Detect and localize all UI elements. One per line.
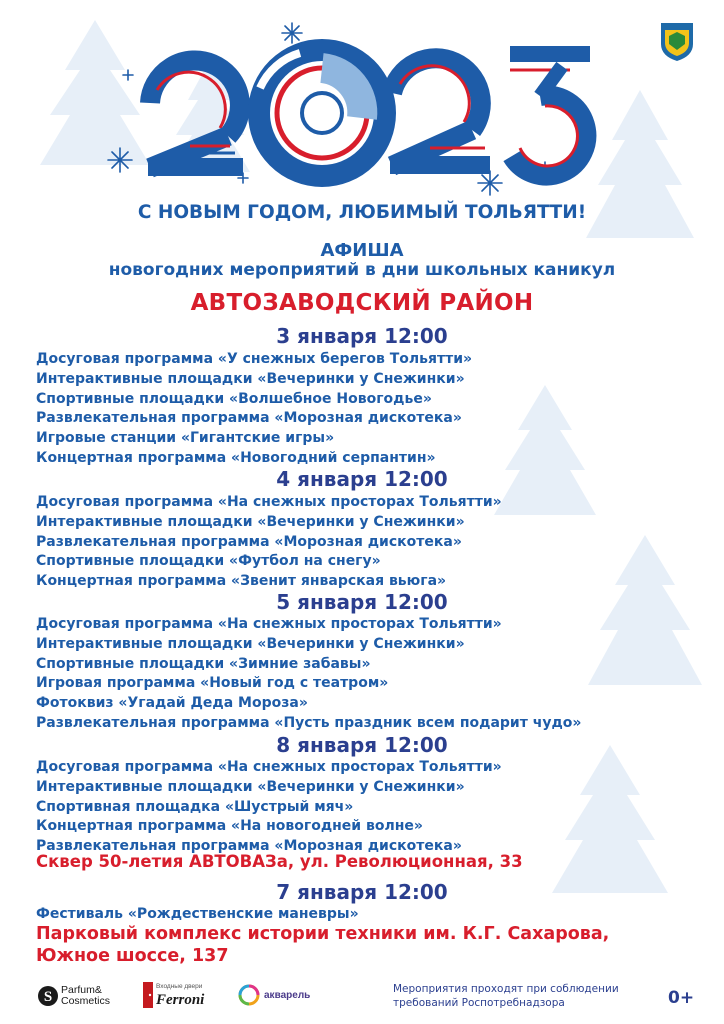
sponsor-logo-akvarel [238,984,310,1006]
door-icon [143,982,153,1008]
event-item: Интерактивные площадки «Вечеринки у Снежинки» [36,513,465,530]
akvarel-logo-icon [238,984,260,1006]
date-heading: 3 января 12:00 [276,324,448,348]
digit-2 [390,58,490,174]
date-heading: 4 января 12:00 [276,467,448,491]
sponsor-logo-ferroni [143,982,204,1008]
event-item: Спортивные площадки «Волшебное Новогодье» [36,390,432,407]
event-item: Досуговая программа «На снежных просторах Тольятти» [36,759,502,775]
parfum-s-icon [38,985,58,1007]
afisha-subtitle: новогодних мероприятий в дни школьных каникул [108,260,616,280]
digit-2 [148,60,243,176]
event-item: Развлекательная программа «Морозная дискотека» [36,410,462,427]
note-line2: требований Роспотребнадзора [393,997,565,1009]
date-heading: 5 января 12:00 [276,590,448,614]
event-item: Концертная программа «Звенит январская вьюга» [36,573,447,590]
event-item: Концертная программа «Новогодний серпантин» [36,449,436,466]
event-item: Спортивная площадка «Шустрый мяч» [36,798,354,815]
ferroni-text [156,982,204,1008]
event-item: Спортивные площадки «Зимние забавы» [36,655,371,672]
ferroni-name: Ferroni [156,992,205,1008]
akvarel-name: акварель [264,989,311,1001]
event-item: Фотоквиз «Угадай Деда Мороза» [36,695,308,712]
greeting-part1: С НОВЫМ ГОДОМ, [137,202,339,223]
venue-address: Сквер 50-летия АВТОВАЗа, ул. Революционная, 33 [36,852,523,871]
ferroni-tagline: Входные двери [156,983,203,990]
date-heading: 7 января 12:00 [276,880,448,904]
sponsor-logo-parfum [38,985,110,1007]
event-item: Развлекательная программа «Морозная дискотека» [36,533,462,550]
tree-icon [552,745,668,893]
event-item: Интерактивные площадки «Вечеринки у Снежинки» [36,635,465,652]
event-item: Спортивные площадки «Футбол на снегу» [36,553,381,570]
parfum-line1: Parfum& [61,984,102,996]
note-line1: Мероприятия проходят при соблюдении [393,983,619,995]
sanitary-note [393,982,619,1010]
event-list [36,905,359,925]
venue-address-line2: Южное шоссе, 137 [36,946,229,966]
event-item: Игровая программа «Новый год с театром» [36,675,389,692]
event-item: Развлекательная программа «Морозная дискотека» [36,838,462,855]
digit-0 [259,50,385,176]
greeting-heading [0,202,724,223]
tree-icon [494,385,596,515]
event-item: Досуговая программа «У снежных берегов Тольятти» [36,351,473,367]
event-item: Концертная программа «На новогодней волне» [36,818,423,835]
event-list [36,493,502,592]
city-crest-icon [660,22,694,62]
digit-3 [510,46,590,175]
event-item: Игровые станции «Гигантские игры» [36,430,335,447]
event-item: Фестиваль «Рождественские маневры» [36,906,359,922]
afisha-title: АФИША [320,240,404,261]
event-item: Досуговая программа «На снежных просторах Тольятти» [36,616,502,632]
age-rating-badge: 0+ [668,988,695,1008]
parfum-text [61,985,110,1007]
event-list [36,615,581,734]
venue-address: Парковый комплекс истории техники им. К.Г. Сахарова, [36,924,610,944]
date-heading: 8 января 12:00 [276,733,448,757]
district-title: АВТОЗАВОДСКИЙ РАЙОН [190,290,534,316]
svg-text:S: S [43,989,53,1005]
event-item: Интерактивные площадки «Вечеринки у Снежинки» [36,370,465,387]
event-item: Развлекательная программа «Пусть праздник всем подарит чудо» [36,714,582,731]
event-item: Досуговая программа «На снежных просторах Тольятти» [36,494,502,510]
year-2023-graphic [100,18,600,198]
greeting-part2: ЛЮБИМЫЙ ТОЛЬЯТТИ! [338,202,587,223]
event-list [36,758,502,857]
parfum-line2: Cosmetics [61,995,111,1007]
event-list [36,350,472,469]
event-item: Интерактивные площадки «Вечеринки у Снежинки» [36,778,465,795]
